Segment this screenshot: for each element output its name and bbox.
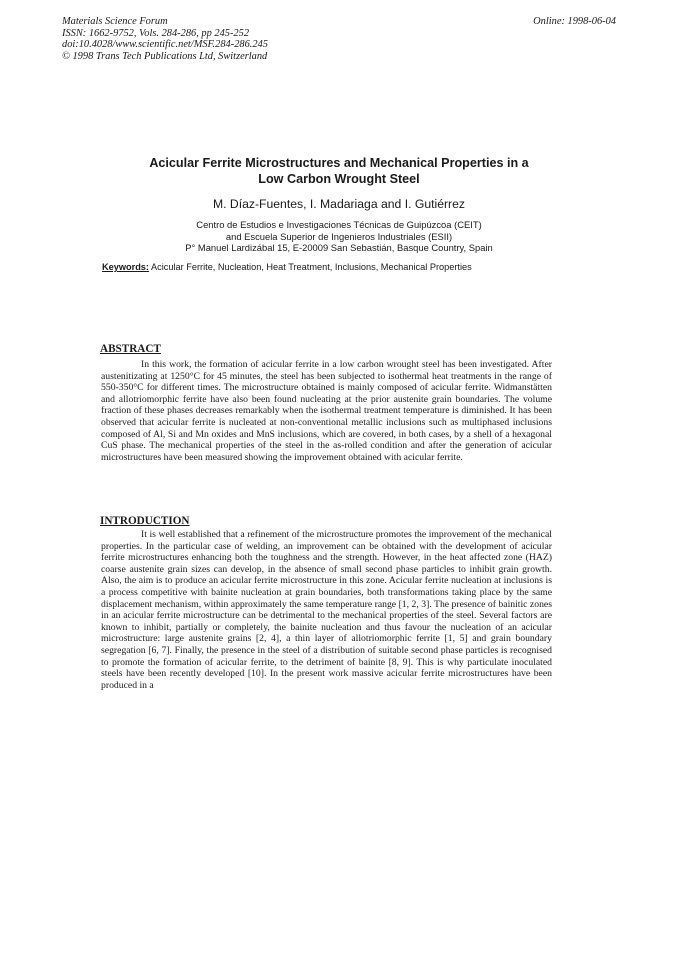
- journal-metadata: [62, 16, 268, 62]
- introduction-body: [101, 529, 552, 691]
- introduction-text: It is well established that a refinement of the microstructure promotes the improvement of the mechanical properties. In the particular case of welding, an improvement can be obtained with the development of acicular ferrite microstructures enhancing both the toughness and the strength. However, in the heat affected zone (HAZ) coarse austenite grain sizes can develop, in the absence of small second phase particles to inhibit grain growth. Also, the aim is to produce an acicular ferrite microstructure in this zone. Acicular ferrite nucleation at inclusions is a process competitive with bainite nucleation at grain boundaries, both transformations taking place by the same displacement mechanism, within approximately the same temperature range [1, 2, 3]. The presence of bainitic zones in an acicular ferrite microstructure can be detrimental to the mechanical properties of the steel. Several factors are known to inhibit, partially or completely, the bainite nucleation and thus favour the nucleation of an acicular microstructure: large austenite grains [2, 4], a thin layer of allotriomorphic ferrite [1, 5] and grain boundary segregation [6, 7]. Finally, the presence in the steel of a distribution of suitable second phase particles is recognised to promote the formation of acicular ferrite, to the detriment of bainite [8, 9]. This is why particulate inoculated steels have been recently developed [10]. In the present work massive acicular ferrite microstructures have been produced in a: [101, 529, 552, 691]
- keywords-label: Keywords:: [102, 262, 149, 272]
- abstract-heading: ABSTRACT: [100, 343, 161, 355]
- affiliation-line-1: Centro de Estudios e Investigaciones Técnicas de Guipúzcoa (CEIT): [196, 219, 482, 230]
- introduction-heading: INTRODUCTION: [100, 515, 190, 527]
- author-list: M. Díaz-Fuentes, I. Madariaga and I. Gutiérrez: [213, 197, 465, 211]
- doi-line: doi:10.4028/www.scientific.net/MSF.284-286.245: [62, 39, 268, 51]
- affiliation: [100, 219, 578, 254]
- keywords: [102, 262, 572, 272]
- paper-title: [100, 155, 578, 187]
- online-date: Online: 1998-06-04: [533, 16, 616, 27]
- abstract-body: [101, 359, 552, 463]
- abstract-text: In this work, the formation of acicular ferrite in a low carbon wrought steel has been investigated. After austenitizating at 1250°C for 45 minutes, the steel has been subjected to isothermal heat treatments in the range of 550-350°C for different times. The microstructure obtained is mainly composed of acicular ferrite. Widmanstätten and allotriomorphic ferrite have also been found nucleating at the prior austenite grain boundaries. The volume fraction of these phases decreases remarkably when the isothermal treatment temperature is diminished. It has been observed that acicular ferrite is nucleated at non-conventional metallic inclusions such as multiphased inclusions composed of Al, Si and Mn oxides and MnS inclusions, which are covered, in both cases, by a shell of a hexagonal CuS phase. The mechanical properties of the steel in the as-rolled condition and after the generation of acicular microstructures have been measured showing the improvement obtained with acicular ferrite.: [101, 359, 552, 463]
- title-line-2: Low Carbon Wrought Steel: [258, 172, 420, 186]
- issn-line: ISSN: 1662-9752, Vols. 284-286, pp 245-252: [62, 27, 250, 39]
- journal-name: Materials Science Forum: [62, 16, 168, 27]
- title-line-1: Acicular Ferrite Microstructures and Mechanical Properties in a: [149, 156, 529, 170]
- affiliation-line-3: P° Manuel Lardizábal 15, E-20009 San Sebastián, Basque Country, Spain: [185, 242, 493, 254]
- copyright-line: © 1998 Trans Tech Publications Ltd, Switzerland: [62, 50, 268, 62]
- keywords-text: Acicular Ferrite, Nucleation, Heat Treatment, Inclusions, Mechanical Properties: [148, 262, 472, 272]
- affiliation-line-2: and Escuela Superior de Ingenieros Industriales (ESII): [225, 230, 453, 242]
